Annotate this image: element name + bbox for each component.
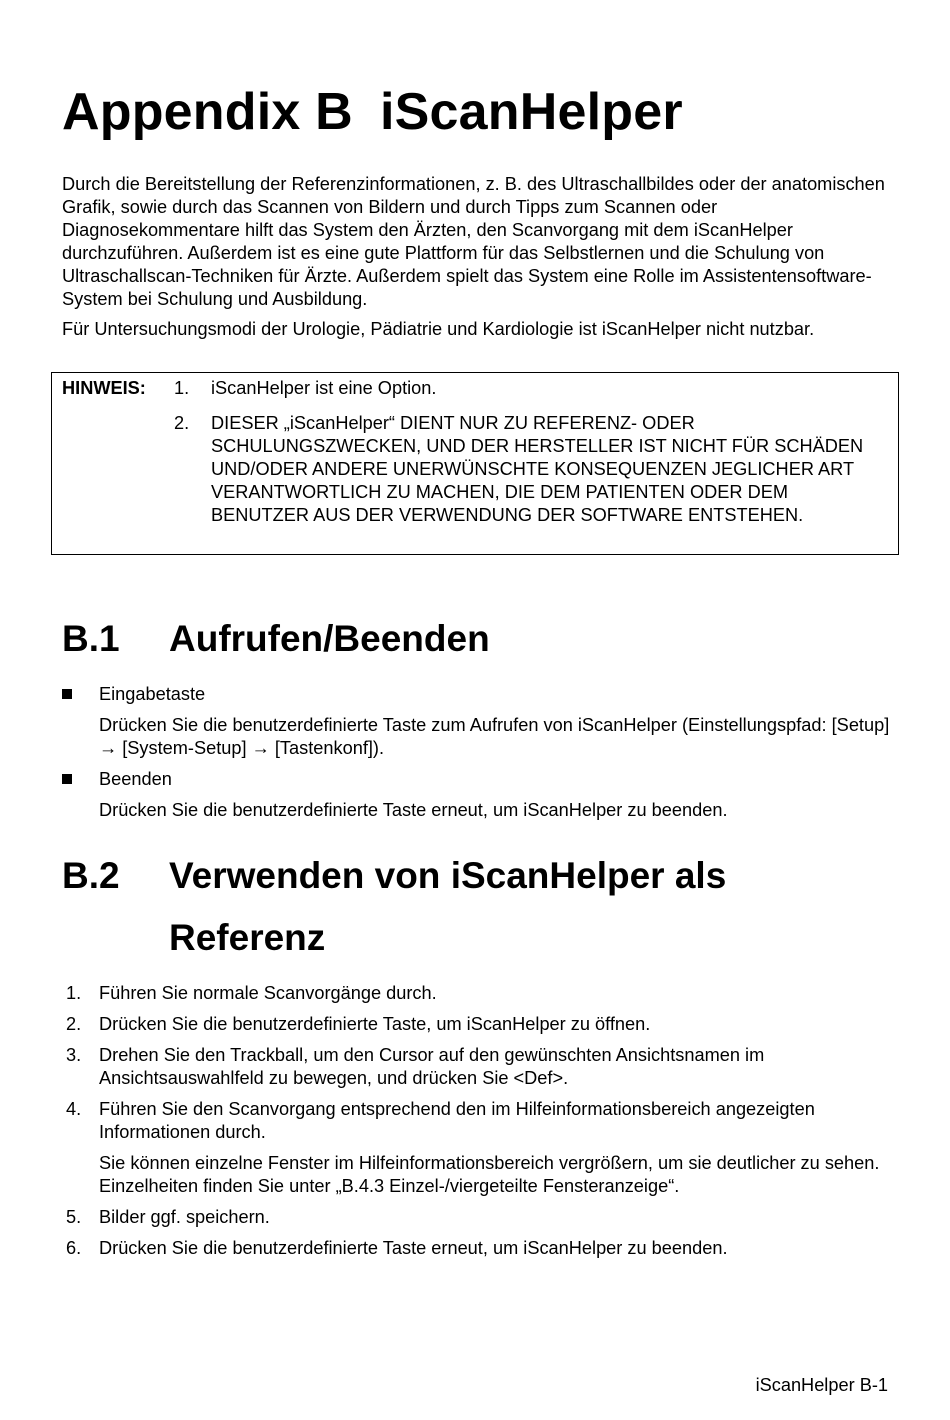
- note-item: [174, 412, 874, 527]
- step-number: 1.: [66, 983, 82, 1003]
- note-item-number: 1.: [174, 378, 190, 398]
- bullet-description: Drücken Sie die benutzerdefinierte Taste erneut, um iScanHelper zu beenden.: [99, 800, 728, 820]
- note-item-text: DIESER „iScanHelper“ DIENT NUR ZU REFERENZ- ODER SCHULUNGSZWECKEN, UND DER HERSTELLER IST NICHT FÜR SCHÄDEN UND/ODER ANDERE UNERWÜNSCHTE KONSEQUENZEN JEGLICHER ART VERANTWORTLICH ZU MACHEN, DIE DEM PATIENTEN ODER DEM BENUTZER AUS DER VERWENDUNG DER SOFTWARE ENTSTEHEN.: [211, 413, 864, 525]
- chapter-name: iScanHelper: [380, 83, 683, 141]
- numbered-steps: [62, 982, 892, 1268]
- step-text: Bilder ggf. speichern.: [99, 1207, 270, 1227]
- step-number: 3.: [66, 1045, 82, 1065]
- list-item: [62, 1013, 892, 1036]
- section-title: Verwenden von iScanHelper als Referenz: [169, 855, 727, 958]
- intro-paragraph: Für Untersuchungsmodi der Urologie, Pädiatrie und Kardiologie ist iScanHelper nicht nutzbar.: [62, 319, 815, 339]
- step-text: Drücken Sie die benutzerdefinierte Taste erneut, um iScanHelper zu beenden.: [99, 1238, 728, 1258]
- note-box: [51, 372, 899, 555]
- note-item: [174, 377, 874, 400]
- chapter-title: [62, 82, 683, 142]
- list-item: [62, 982, 892, 1005]
- list-item: [62, 1237, 892, 1260]
- section-heading: [62, 845, 829, 969]
- list-item: [62, 683, 892, 760]
- square-bullet-icon: [62, 774, 72, 784]
- intro-paragraph: Durch die Bereitstellung der Referenzinformationen, z. B. des Ultraschallbildes oder der anatomischen Grafik, sowie durch das Scannen von Bildern und durch Tipps zum Scannen oder Diagnosekommentare hilft das System den Ärzten, den Scanvorgang mit dem iScanHelper durchzuführen. Außerdem ist es eine gute Plattform für das Selbstlernen und die Schulung von Ultraschallscan-Techniken für Ärzte. Außerdem spielt das System eine Rolle im Assistentensoftware-System bei Schulung und Ausbildung.: [62, 174, 885, 309]
- section-heading: [62, 608, 829, 670]
- page-footer: iScanHelper B-1: [755, 1375, 888, 1395]
- intro-text: [62, 173, 892, 348]
- step-text: Führen Sie normale Scanvorgänge durch.: [99, 983, 437, 1003]
- bullet-list: [62, 683, 892, 830]
- step-number: 6.: [66, 1238, 82, 1258]
- note-item-text: iScanHelper ist eine Option.: [211, 378, 437, 398]
- square-bullet-icon: [62, 689, 72, 699]
- list-item: [62, 1206, 892, 1229]
- list-item: [62, 1098, 892, 1198]
- list-item: [62, 1044, 892, 1090]
- chapter-number: Appendix B: [62, 83, 353, 141]
- step-text: Führen Sie den Scanvorgang entsprechend den im Hilfeinformationsbereich angezeigten Informationen durch.: [99, 1099, 815, 1142]
- step-number: 5.: [66, 1207, 82, 1227]
- step-subtext: Sie können einzelne Fenster im Hilfeinformationsbereich vergrößern, um sie deutlicher zu sehen. Einzelheiten finden Sie unter „B.4.3 Einzel-/viergeteilte Fensteranzeige“.: [99, 1153, 880, 1196]
- section-title: Aufrufen/Beenden: [169, 618, 490, 659]
- bullet-description: Drücken Sie die benutzerdefinierte Taste zum Aufrufen von iScanHelper (Einstellungspfad: [Setup] → [System-Setup] → [Tastenkonf]).: [99, 715, 890, 758]
- note-label: HINWEIS:: [62, 378, 146, 398]
- step-text: Drücken Sie die benutzerdefinierte Taste, um iScanHelper zu öffnen.: [99, 1014, 651, 1034]
- step-number: 2.: [66, 1014, 82, 1034]
- step-text: Drehen Sie den Trackball, um den Cursor auf den gewünschten Ansichtsnamen im Ansichtsauswahlfeld zu bewegen, und drücken Sie <Def>.: [99, 1045, 765, 1088]
- list-item: [62, 768, 892, 822]
- step-number: 4.: [66, 1099, 82, 1119]
- section-number: B.2: [62, 855, 120, 896]
- bullet-label: Beenden: [99, 769, 172, 789]
- note-item-number: 2.: [174, 413, 190, 433]
- bullet-label: Eingabetaste: [99, 684, 206, 704]
- section-number: B.1: [62, 618, 120, 659]
